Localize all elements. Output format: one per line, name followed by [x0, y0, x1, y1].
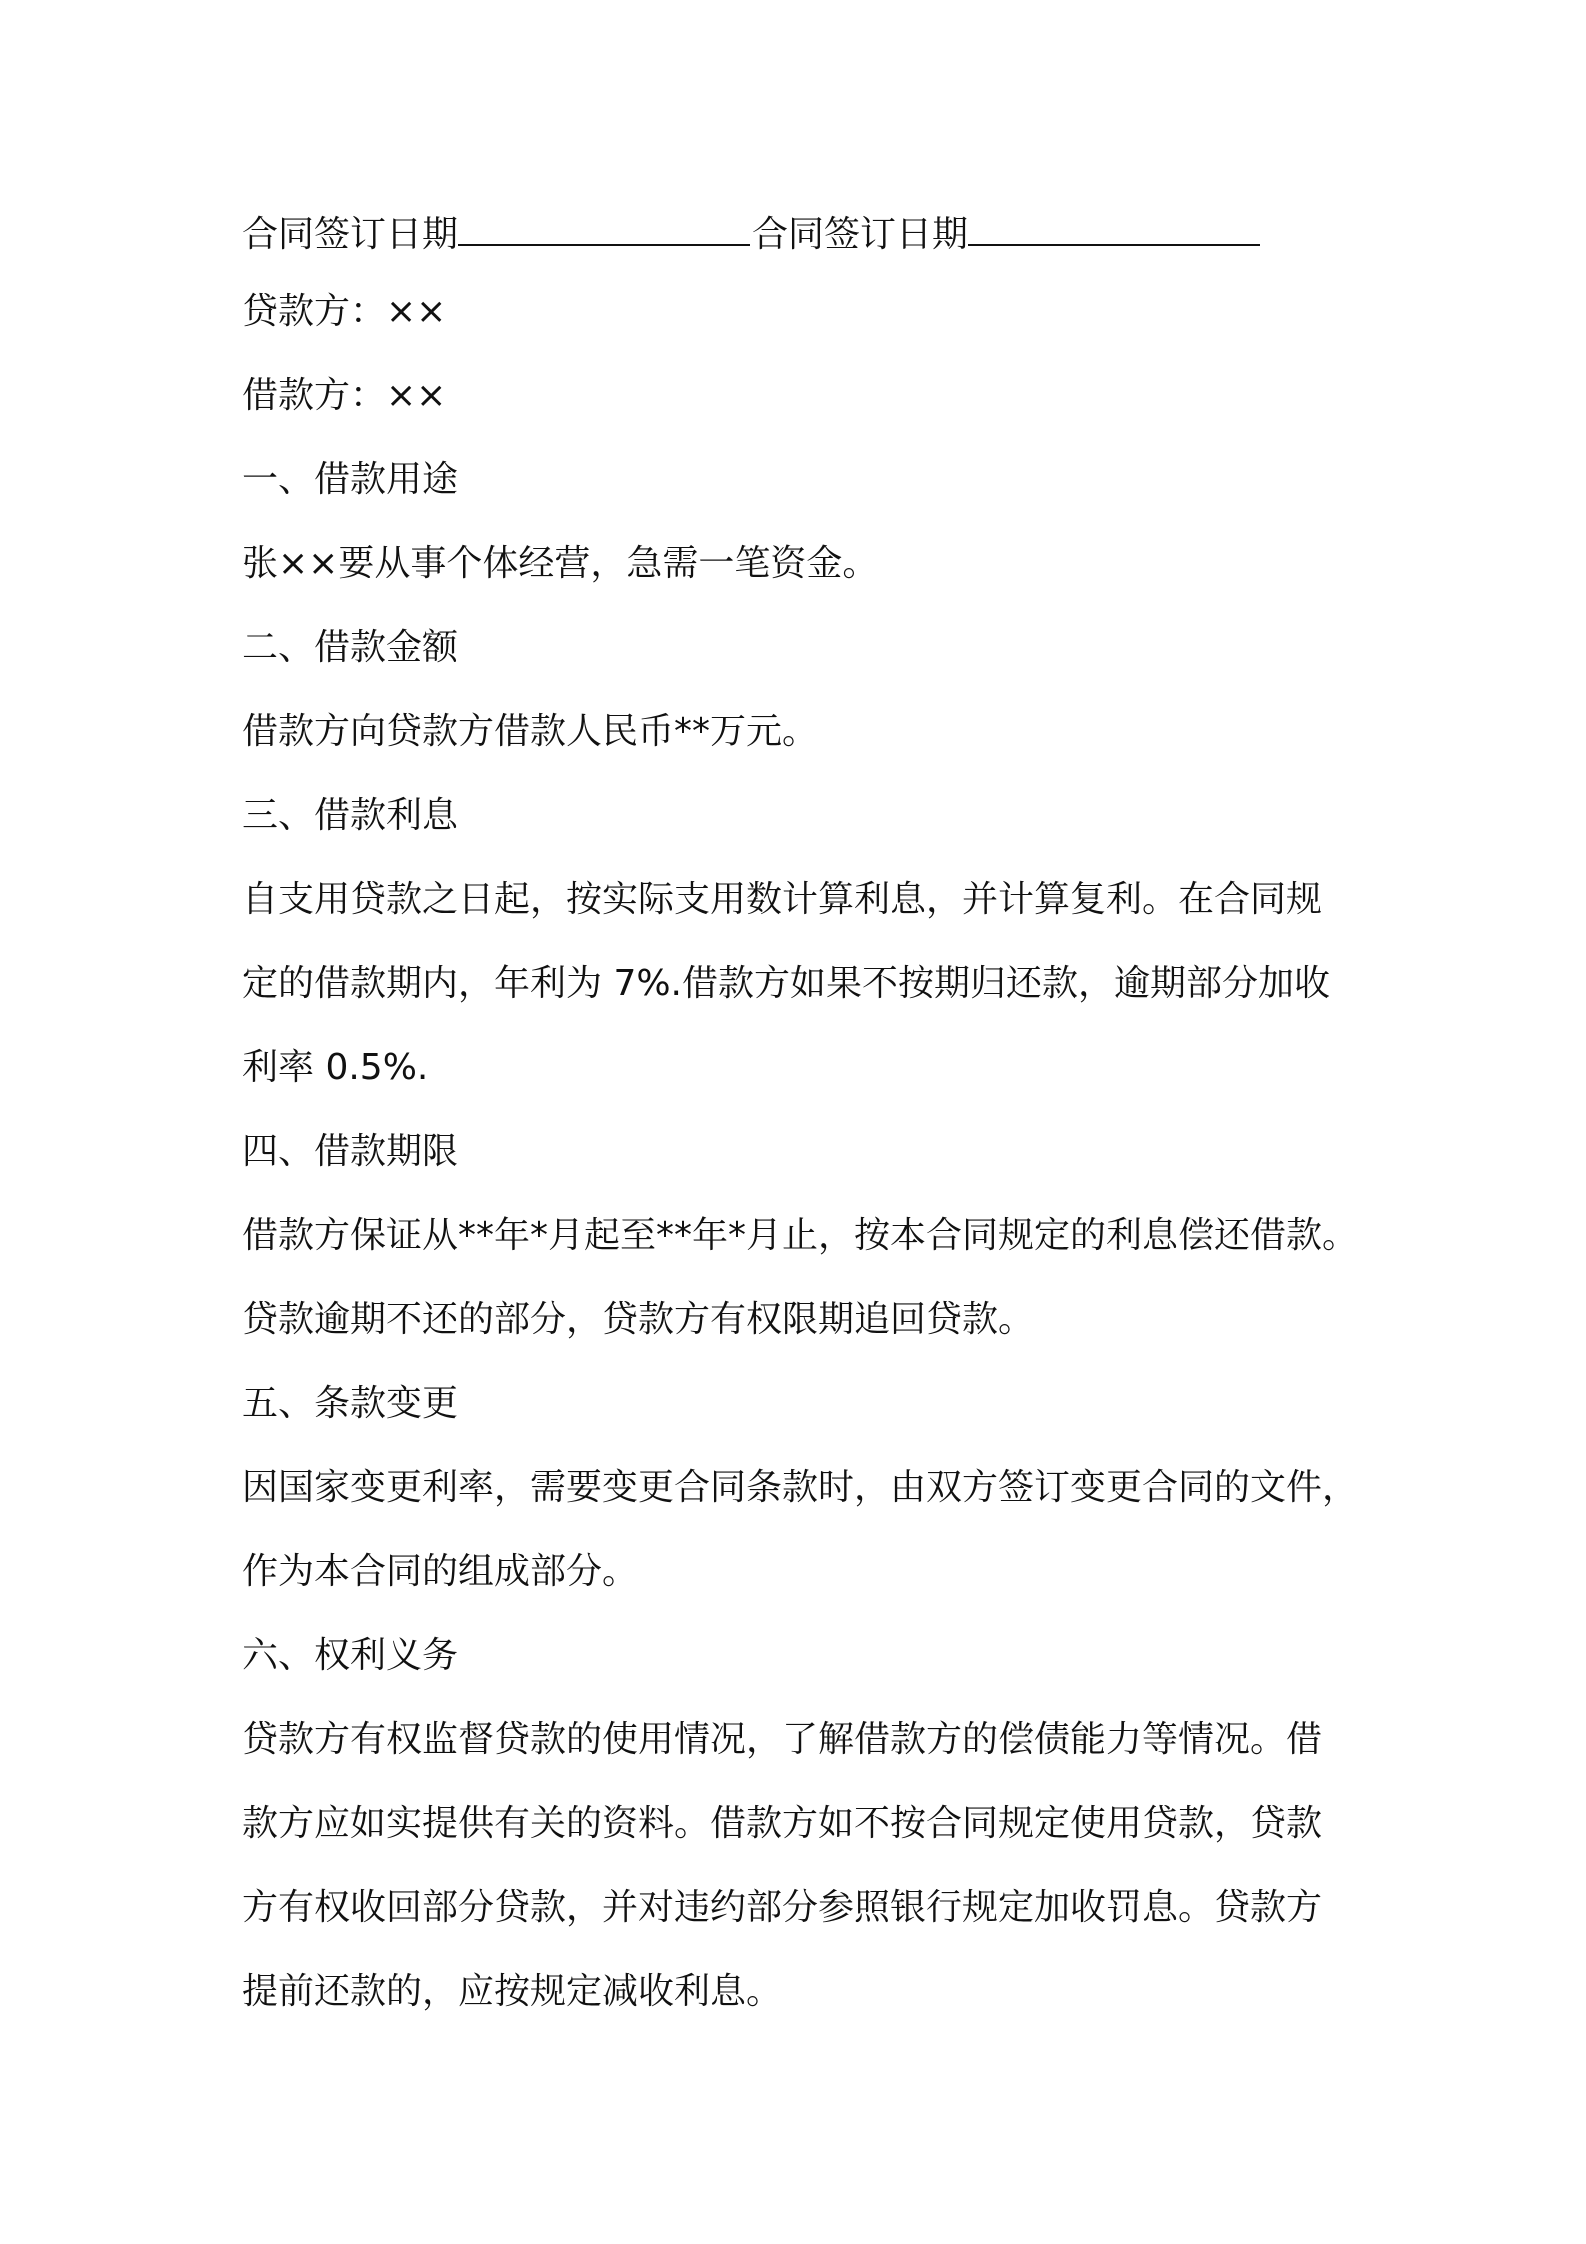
- section-heading-interest: 三、借款利息: [242, 795, 459, 836]
- lender-line: 贷款方：××: [242, 291, 447, 332]
- date-blank-2: [968, 210, 1260, 246]
- section-text-interest-2: 定的借款期内，年利为 7%.借款方如果不按期归还款，逾期部分加收: [242, 963, 1330, 1004]
- section-text-changes-2: 作为本合同的组成部分。: [242, 1551, 639, 1592]
- section-heading-purpose: 一、借款用途: [242, 459, 459, 500]
- section-heading-amount: 二、借款金额: [242, 627, 459, 668]
- section-text-rights-2: 款方应如实提供有关的资料。借款方如不按合同规定使用贷款，贷款: [242, 1803, 1323, 1844]
- section-text-purpose-1: 张××要从事个体经营，急需一笔资金。: [242, 543, 879, 584]
- date-blank-1: [458, 210, 750, 246]
- section-text-amount-1: 借款方向贷款方借款人民币**万元。: [242, 711, 819, 752]
- section-text-term-2: 贷款逾期不还的部分，贷款方有权限期追回贷款。: [242, 1299, 1035, 1340]
- section-text-changes-1: 因国家变更利率，需要变更合同条款时，由双方签订变更合同的文件，: [242, 1467, 1359, 1508]
- contract-date-label-2: 合同签订日期: [752, 214, 969, 255]
- section-heading-term: 四、借款期限: [242, 1131, 459, 1172]
- section-text-rights-3: 方有权收回部分贷款，并对违约部分参照银行规定加收罚息。贷款方: [242, 1887, 1323, 1928]
- section-text-interest-1: 自支用贷款之日起，按实际支用数计算利息，并计算复利。在合同规: [242, 879, 1323, 920]
- contract-date-label-1: 合同签订日期: [242, 214, 459, 255]
- section-text-interest-3: 利率 0.5%.: [242, 1047, 429, 1088]
- section-text-rights-4: 提前还款的，应按规定减收利息。: [242, 1971, 783, 2012]
- contract-date-line: [242, 210, 1262, 258]
- section-heading-changes: 五、条款变更: [242, 1383, 459, 1424]
- borrower-line: 借款方：××: [242, 375, 447, 416]
- section-text-term-1: 借款方保证从**年*月起至**年*月止，按本合同规定的利息偿还借款。: [242, 1215, 1359, 1256]
- section-text-rights-1: 贷款方有权监督贷款的使用情况，了解借款方的偿债能力等情况。借: [242, 1719, 1323, 1760]
- section-heading-rights: 六、权利义务: [242, 1635, 459, 1676]
